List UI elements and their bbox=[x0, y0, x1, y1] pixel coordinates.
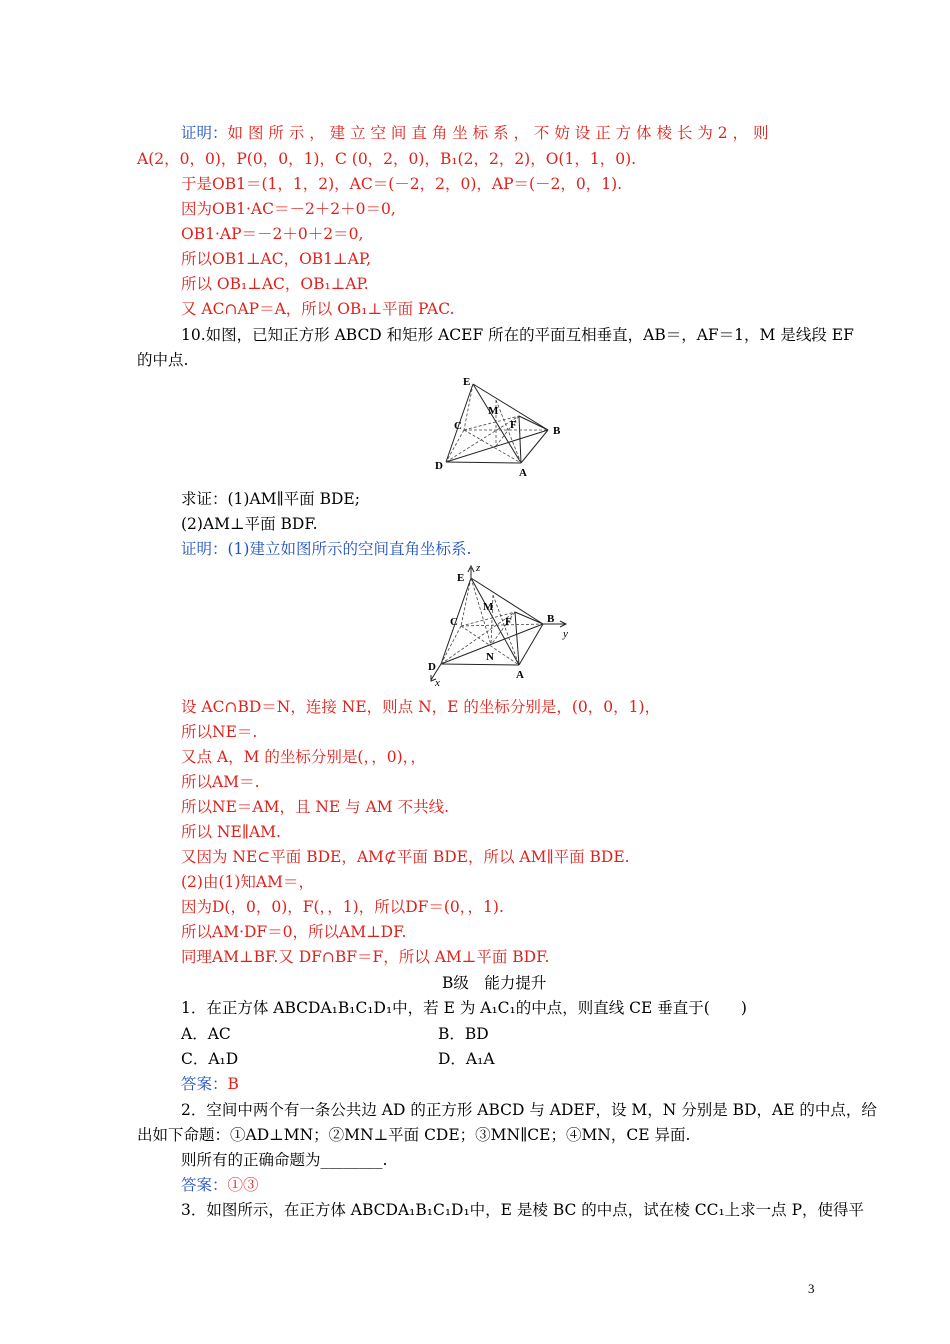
question-1-option-d: D．A₁A bbox=[438, 1050, 495, 1068]
geometry-figure-1 bbox=[430, 372, 580, 480]
proof-line-3: 于是OB1＝(1，1，2)，AC＝(－2，2，0)，AP＝(－2，0，1). bbox=[181, 175, 623, 193]
figure-1-label-b: B bbox=[553, 425, 561, 437]
proof-text: 如 图 所 示 ， 建 立 空 间 直 角 坐 标 系 ， 不 妨 设 正 方 体 棱 长 为 2 ， 则 bbox=[227, 124, 769, 142]
problem-10-requirement-1: 求证：(1)AM∥平面 BDE; bbox=[181, 490, 360, 508]
figure-2-label-a: A bbox=[516, 669, 524, 681]
question-2-line-1: 2．空间中两个有一条公共边 AD 的正方形 ABCD 与 ADEF，设 M，N 分别是 BD，AE 的中点，给 bbox=[181, 1101, 877, 1119]
proof-line-2: A(2，0，0)，P(0，0，1)，C (0，2，0)，B₁(2，2，2)，O(1，1，0). bbox=[137, 150, 637, 168]
proof-10-line-9: (2)由(1)知AM＝， bbox=[181, 873, 314, 891]
question-1-answer bbox=[181, 1074, 239, 1094]
proof-10-line-3: 所以NE＝. bbox=[181, 723, 258, 741]
proof-10-line-8: 又因为 NE⊂平面 BDE，AM⊄平面 BDE，所以 AM∥平面 BDE. bbox=[181, 848, 630, 866]
section-b-title: B级 能力提升 bbox=[442, 974, 547, 992]
question-1-stem: 1．在正方体 ABCDA₁B₁C₁D₁中，若 E 为 A₁C₁的中点，则直线 CE 垂直于( ) bbox=[181, 999, 747, 1017]
figure-2-axis-x: x bbox=[435, 677, 440, 687]
question-1-option-c: C．A₁D bbox=[181, 1050, 239, 1068]
answer-value: B bbox=[227, 1075, 239, 1093]
figure-1-label-d: D bbox=[435, 460, 443, 472]
figure-1-label-e: E bbox=[463, 376, 471, 388]
proof-10-line-5: 所以AM＝. bbox=[181, 773, 260, 791]
proof-10-line-1: 证明：(1)建立如图所示的空间直角坐标系. bbox=[181, 540, 472, 558]
proof-10-line-6: 所以NE＝AM，且 NE 与 AM 不共线. bbox=[181, 798, 450, 816]
question-2-line-3: 则所有的正确命题为________. bbox=[181, 1151, 388, 1169]
figure-2-label-n: N bbox=[486, 651, 494, 663]
figure-2-axis-y: y bbox=[563, 628, 568, 640]
proof-10-line-7: 所以 NE∥AM. bbox=[181, 823, 281, 841]
answer-value: ①③ bbox=[227, 1176, 259, 1194]
proof-10-line-11: 所以AM·DF＝0，所以AM⊥DF. bbox=[181, 923, 407, 941]
problem-10-line-1: 10.如图，已知正方形 ABCD 和矩形 ACEF 所在的平面互相垂直，AB＝，AF＝1，M 是线段 EF bbox=[181, 326, 854, 344]
figure-1-label-f: F bbox=[510, 419, 517, 431]
question-3-line-1: 3．如图所示，在正方体 ABCDA₁B₁C₁D₁中，E 是棱 BC 的中点，试在棱 CC₁上求一点 P，使得平 bbox=[181, 1201, 865, 1219]
figure-1-label-a: A bbox=[519, 467, 527, 479]
proof-line-8: 又 AC∩AP＝A，所以 OB₁⊥平面 PAC. bbox=[181, 300, 455, 318]
proof-line-1 bbox=[181, 123, 768, 143]
figure-1-label-c: C bbox=[454, 420, 462, 432]
figure-2-label-d: D bbox=[428, 661, 436, 673]
question-1-option-b: B．BD bbox=[438, 1025, 489, 1043]
answer-label: 答案： bbox=[181, 1176, 228, 1194]
page-number: 3 bbox=[808, 1281, 815, 1296]
question-2-answer bbox=[181, 1175, 259, 1195]
proof-10-line-2: 设 AC∩BD＝N，连接 NE，则点 N，E 的坐标分别是，(0，0，1)， bbox=[181, 698, 661, 716]
proof-line-7: 所以 OB₁⊥AC，OB₁⊥AP. bbox=[181, 275, 369, 293]
proof-10-line-12: 同理AM⊥BF.又 DF∩BF＝F，所以 AM⊥平面 BDF. bbox=[181, 948, 550, 966]
figure-2-label-f: F bbox=[505, 616, 512, 628]
proof-line-6: 所以OB1⊥AC，OB1⊥AP, bbox=[181, 250, 372, 268]
proof-label: 证明： bbox=[181, 124, 228, 142]
figure-2-label-m: M bbox=[483, 601, 494, 613]
proof-line-4: 因为OB1·AC＝－2＋2＋0＝0, bbox=[181, 200, 396, 218]
geometry-figure-2 bbox=[425, 562, 585, 687]
question-2-line-2: 出如下命题：①AD⊥MN；②MN⊥平面 CDE；③MN∥CE；④MN，CE 异面. bbox=[137, 1126, 691, 1144]
figure-2-axis-z: z bbox=[476, 562, 481, 574]
question-1-option-a: A．AC bbox=[181, 1025, 231, 1043]
figure-2-label-b: B bbox=[547, 613, 555, 625]
proof-10-line-10: 因为D(，0，0)，F(，，1)，所以DF＝(0，，1). bbox=[181, 898, 504, 916]
problem-10-requirement-2: (2)AM⊥平面 BDF. bbox=[181, 515, 318, 533]
figure-1-label-m: M bbox=[488, 405, 499, 417]
answer-label: 答案： bbox=[181, 1075, 228, 1093]
figure-2-label-e: E bbox=[457, 572, 465, 584]
figure-2-label-c: C bbox=[450, 616, 458, 628]
problem-10-line-2: 的中点. bbox=[137, 351, 189, 369]
proof-line-5: OB1·AP＝－2＋0＋2＝0, bbox=[181, 225, 364, 243]
proof-10-line-4: 又点 A，M 的坐标分别是(，，0)，， bbox=[181, 748, 426, 766]
